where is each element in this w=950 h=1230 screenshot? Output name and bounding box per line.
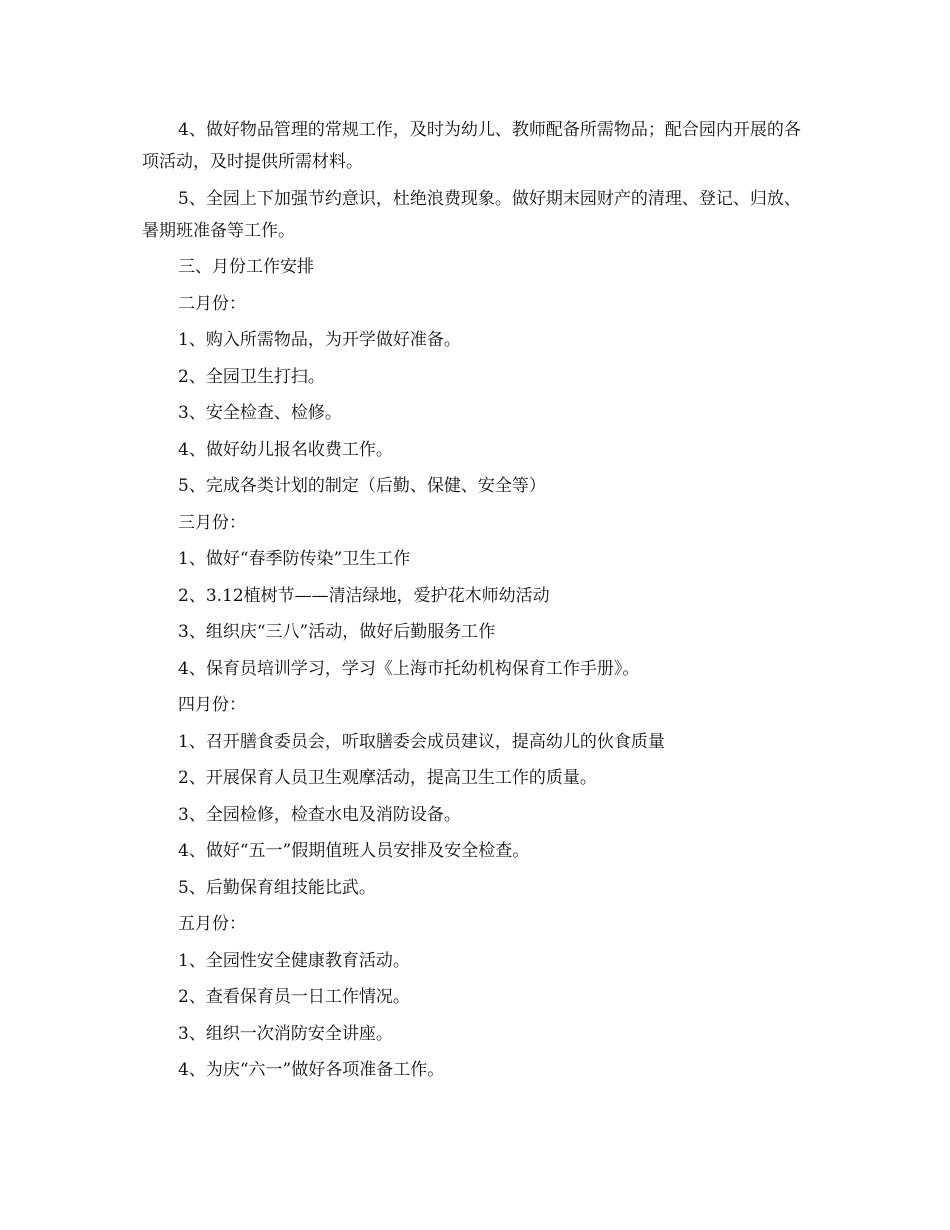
document-page bbox=[142, 114, 812, 1091]
month-heading-february: 二月份： bbox=[178, 293, 246, 314]
section-heading: 三、月份工作安排 bbox=[178, 257, 314, 277]
list-item: 3、安全检查、检修。 bbox=[178, 403, 342, 423]
list-item: 4、保育员培训学习，学习《上海市托幼机构保育工作手册》。 bbox=[178, 658, 640, 679]
list-item: 3、组织一次消防安全讲座。 bbox=[178, 1023, 393, 1044]
list-item: 4、为庆“六一”做好各项准备工作。 bbox=[178, 1060, 445, 1080]
list-item: 2、全园卫生打扫。 bbox=[178, 366, 325, 387]
list-item: 1、召开膳食委员会，听取膳委会成员建议，提高幼儿的伙食质量 bbox=[178, 731, 665, 752]
month-heading-march: 三月份： bbox=[178, 512, 246, 533]
list-item: 1、购入所需物品，为开学做好准备。 bbox=[178, 330, 461, 350]
list-item: 2、查看保育员一日工作情况。 bbox=[178, 987, 410, 1007]
list-item: 3、全园检修，检查水电及消防设备。 bbox=[178, 804, 461, 825]
list-item: 4、做好“五一”假期值班人员安排及安全检查。 bbox=[178, 841, 530, 861]
month-heading-may: 五月份： bbox=[178, 914, 246, 934]
list-item: 1、做好“春季防传染”卫生工作 bbox=[178, 549, 411, 569]
list-item: 5、完成各类计划的制定（后勤、保健、安全等） bbox=[178, 476, 546, 496]
paragraph-item-4: 4、做好物品管理的常规工作，及时为幼儿、教师配备所需物品；配合园内开展的各项活动，及时提供所需材料。 bbox=[142, 120, 801, 172]
list-item: 3、组织庆“三八”活动，做好后勤服务工作 bbox=[178, 622, 496, 642]
list-item: 2、开展保育人员卫生观摩活动，提高卫生工作的质量。 bbox=[178, 768, 597, 788]
list-item: 5、后勤保育组技能比武。 bbox=[178, 877, 376, 898]
list-item: 1、全园性安全健康教育活动。 bbox=[178, 950, 410, 971]
list-item: 4、做好幼儿报名收费工作。 bbox=[178, 439, 393, 460]
list-item: 2、3.12植树节——清洁绿地，爱护花木师幼活动 bbox=[178, 585, 550, 606]
paragraph-item-5: 5、全园上下加强节约意识，杜绝浪费现象。做好期末园财产的清理、登记、归放、暑期班准备等工作。 bbox=[142, 188, 801, 241]
month-heading-april: 四月份： bbox=[178, 695, 246, 715]
